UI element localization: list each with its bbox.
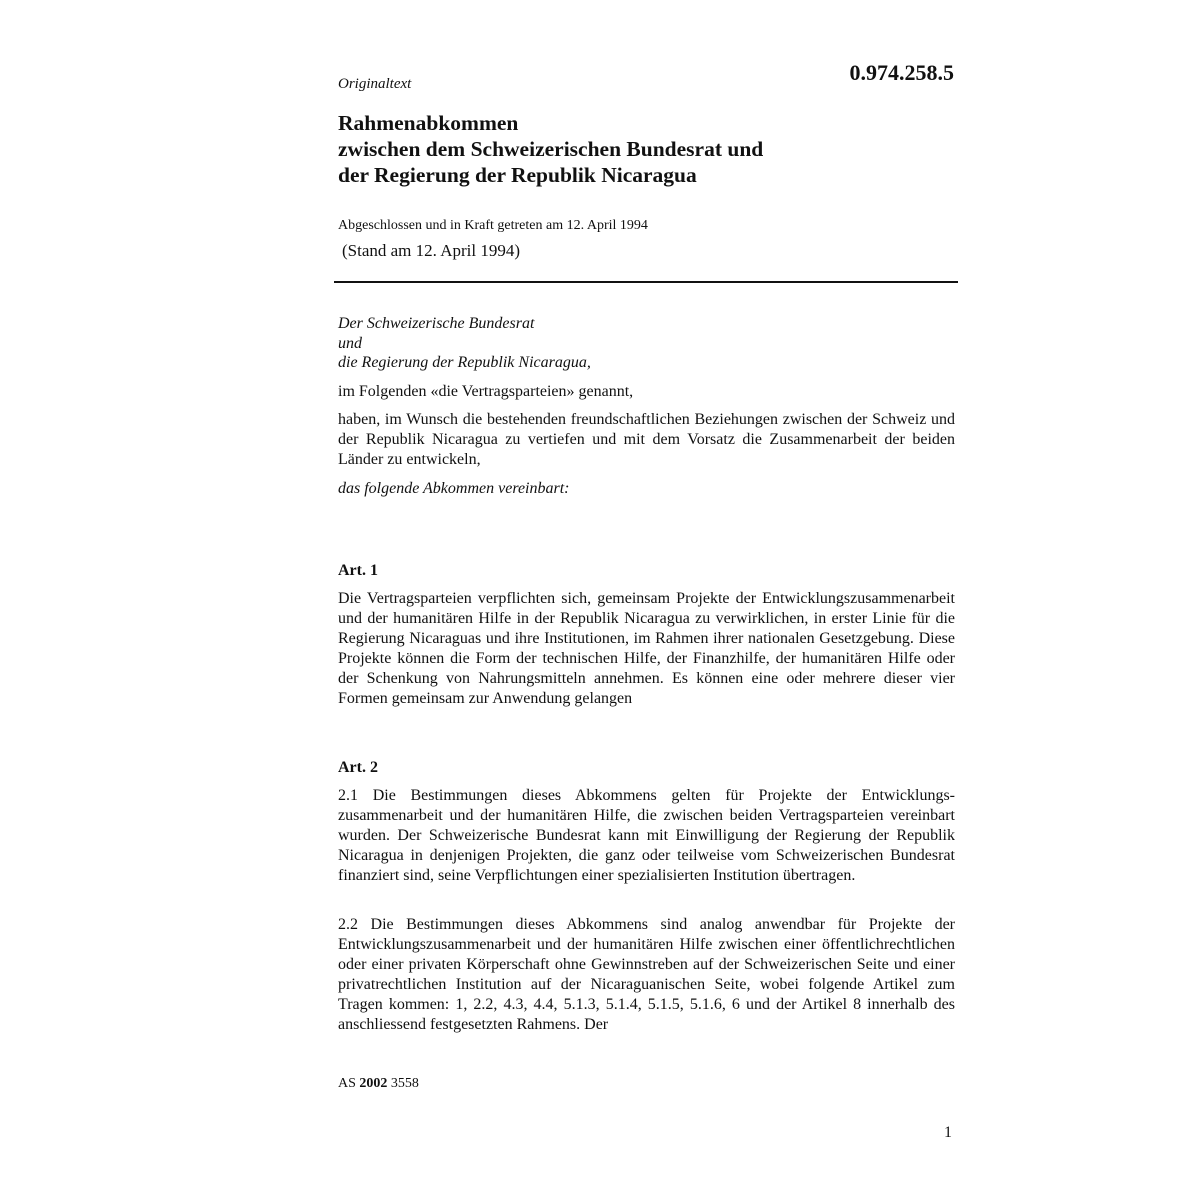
document-title [338, 110, 763, 188]
concluded-date: Abgeschlossen und in Kraft getreten am 12. April 1994 [338, 218, 648, 233]
preamble-parties [338, 314, 591, 373]
article-2-paragraph-1: 2.1 Die Bestimmungen dieses Abkommens gelten für Projekte der Entwicklungszusammenarbeit und der humanitären Hilfe, die zwischen beiden Vertragsparteien vereinbart wurden. Der Schweizerische Bundesrat kann mit Einwilligung der Regierung der Republik Nicaragua in denjenigen Projekten, die ganz oder teilweise vom Schweizerischen Bundesrat finanziert sind, seine Verpflichtungen einer spezialisierten Institution übertragen. [338, 787, 955, 884]
as-reference [338, 1076, 419, 1092]
as-prefix: AS [338, 1076, 356, 1091]
party-2: die Regierung der Republik Nicaragua, [338, 354, 591, 371]
as-page: 3558 [390, 1076, 419, 1091]
as-year: 2002 [359, 1076, 388, 1091]
preamble-named: im Folgenden «die Vertragsparteien» genannt, [338, 383, 634, 400]
article-1-heading: Art. 1 [338, 562, 378, 579]
party-conjunction: und [338, 334, 362, 352]
party-1: Der Schweizerische Bundesrat [338, 315, 535, 332]
title-line-2: zwischen dem Schweizerischen Bundesrat und [338, 137, 764, 161]
status-date: (Stand am 12. April 1994) [342, 241, 521, 260]
preamble-agreed: das folgende Abkommen vereinbart: [338, 480, 570, 497]
page-number: 1 [944, 1124, 952, 1141]
preamble-wish: haben, im Wunsch die bestehenden freundschaftlichen Beziehungen zwischen der Schweiz und der Republik Nicaragua zu vertiefen und mit dem Vorsatz die Zusammenarbeit der beiden Länder zu entwickeln, [338, 411, 955, 468]
title-line-3: der Regierung der Republik Nicaragua [338, 163, 697, 187]
sr-number: 0.974.258.5 [849, 60, 954, 85]
article-2-paragraph-2: 2.2 Die Bestimmungen dieses Abkommens sind analog anwendbar für Projekte der Entwicklungszusammenarbeit und der humanitären Hilfe zwischen einer öffentlichrechtlichen oder einer privaten Körperschaft ohne Gewinnstreben auf der Schweizerischen Seite und einer privatrechtlichen Institution auf der Nicaraguanischen Seite, wobei folgende Artikel zum Tragen kommen: 1, 2.2, 4.3, 4.4, 5.1.3, 5.1.4, 5.1.5, 5.1.6, 6 und der Artikel 8 innerhalb des anschliessend festgesetzten Rahmens. Der [338, 916, 955, 1033]
article-1-text: Die Vertragsparteien verpflichten sich, gemeinsam Projekte der Entwicklungszusammenarbeit und der humanitären Hilfe in der Republik Nicaragua zu verwirklichen, in erster Linie für die Regierung Nicaraguas und ihre Institutionen, im Rahmen ihrer nationalen Gesetzgebung. Diese Projekte können die Form der technischen Hilfe, der Finanzhilfe, der humanitären Hilfe oder der Schenkung von Nahrungsmitteln annehmen. Es können eine oder mehrere dieser vier Formen gemeinsam zur Anwendung gelangen [338, 590, 955, 707]
original-text-label: Originaltext [338, 76, 412, 92]
title-line-1: Rahmenabkommen [338, 111, 519, 135]
title-divider [334, 281, 958, 283]
article-2-heading: Art. 2 [338, 759, 378, 776]
